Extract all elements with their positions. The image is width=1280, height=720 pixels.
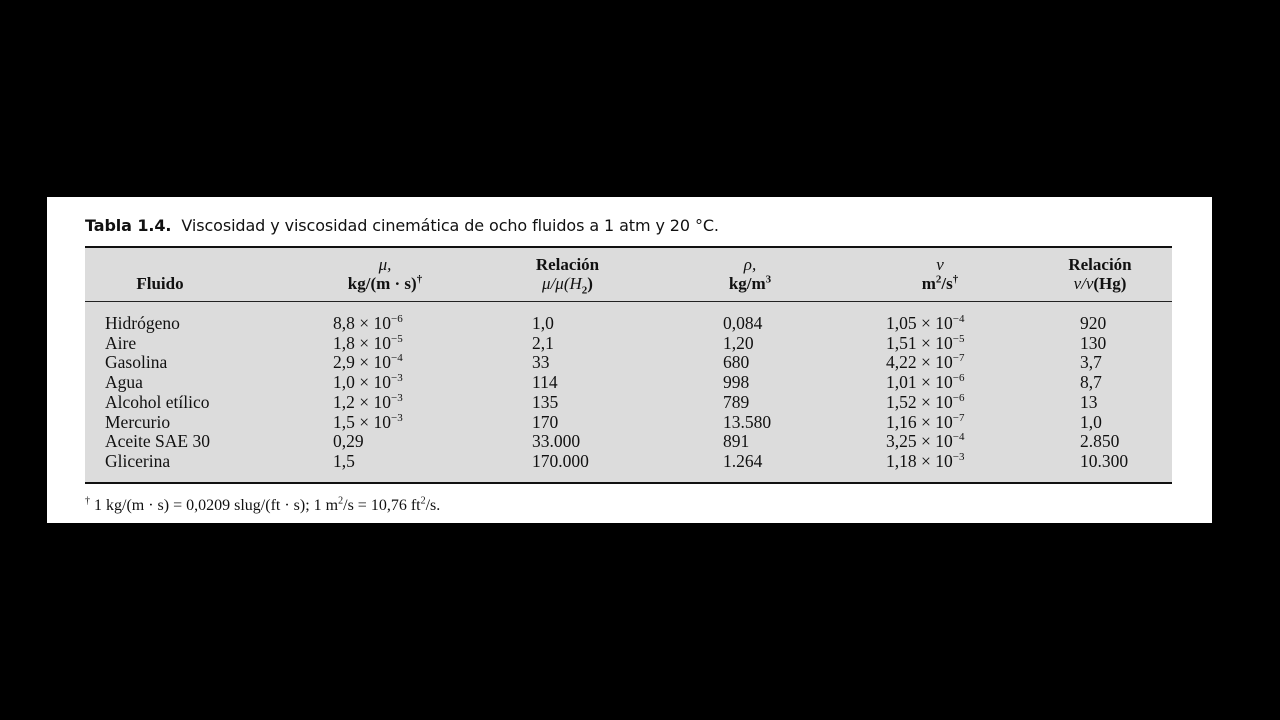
cell-nu: $1,51 \times 10^{-5}$	[886, 332, 965, 353]
cell-ratio2: 130	[1080, 332, 1107, 353]
cell-mu: $1,8 \times 10^{-5}$	[333, 332, 403, 353]
table-footnote: † 1 kg/(m · s) = 0,0209 slug/(ft · s); 1 $m^2/s = 10,76$ $ft^2/s$.	[85, 495, 441, 514]
header-ratio-nu: Relación ν/ν(Hg)	[1068, 255, 1132, 293]
cell-rho: 1.264	[723, 450, 763, 471]
cell-rho: 789	[723, 391, 750, 412]
header-ratio-mu: Relación $\mu/\mu(H_2)$	[535, 255, 600, 297]
cell-rho: 998	[723, 372, 750, 393]
cell-fluid: Aire	[105, 332, 137, 353]
cell-ratio1: 2,1	[532, 332, 554, 353]
cell-mu: $1,5 \times 10^{-3}$	[333, 411, 403, 432]
cell-rho: 891	[723, 431, 750, 452]
viscosity-table	[85, 246, 1172, 484]
cell-fluid: Agua	[105, 372, 143, 393]
header-rho: ρ, $kg/m^3$	[728, 255, 772, 293]
cell-mu: $1,0 \times 10^{-3}$	[333, 372, 403, 393]
cell-ratio1: 135	[532, 391, 559, 412]
cell-ratio2: 1,0	[1080, 411, 1102, 432]
cell-fluid: Mercurio	[105, 411, 171, 432]
cell-nu: $1,05 \times 10^{-4}$	[886, 313, 965, 333]
header-nu: ν $m^2/s^\dagger$	[921, 255, 959, 293]
header-mu: μ, kg/(m · s)†	[347, 255, 423, 293]
table-label: Tabla 1.4.	[85, 216, 172, 235]
cell-rho: 13.580	[723, 411, 772, 432]
cell-nu: $3,25 \times 10^{-4}$	[886, 431, 965, 452]
cell-nu: $1,52 \times 10^{-6}$	[886, 391, 965, 412]
cell-ratio1: 1,0	[532, 313, 554, 333]
cell-rho: 0,084	[723, 313, 763, 333]
cell-ratio2: 2.850	[1080, 431, 1120, 452]
header-rule	[85, 301, 1172, 302]
cell-ratio1: 170.000	[532, 450, 589, 471]
cell-fluid: Alcohol etílico	[105, 391, 210, 412]
cell-fluid: Gasolina	[105, 352, 168, 373]
table-title: Viscosidad y viscosidad cinemática de ocho fluidos a 1 atm y 20 °C.	[181, 216, 719, 235]
cell-ratio2: 13	[1080, 391, 1098, 412]
cell-mu: 1,5	[333, 450, 355, 471]
document-page	[47, 197, 1212, 523]
cell-ratio2: 3,7	[1080, 352, 1102, 373]
cell-ratio1: 33	[532, 352, 550, 373]
table-caption	[85, 216, 719, 235]
cell-mu: 0,29	[333, 431, 364, 452]
cell-rho: 1,20	[723, 332, 754, 353]
cell-mu: $8,8 \times 10^{-6}$	[333, 313, 403, 333]
cell-mu: $1,2 \times 10^{-3}$	[333, 391, 403, 412]
cell-ratio2: 10.300	[1080, 450, 1129, 471]
cell-nu: $1,16 \times 10^{-7}$	[886, 411, 965, 432]
cell-mu: $2,9 \times 10^{-4}$	[333, 352, 403, 373]
cell-ratio1: 33.000	[532, 431, 581, 452]
cell-nu: $1,18 \times 10^{-3}$	[886, 450, 965, 471]
cell-ratio1: 170	[532, 411, 559, 432]
cell-rho: 680	[723, 352, 750, 373]
cell-fluid: Aceite SAE 30	[105, 431, 210, 452]
cell-fluid: Hidrógeno	[105, 313, 180, 333]
cell-nu: $4,22 \times 10^{-7}$	[886, 352, 965, 373]
cell-ratio2: 8,7	[1080, 372, 1102, 393]
cell-fluid: Glicerina	[105, 450, 171, 471]
cell-ratio2: 920	[1080, 313, 1107, 333]
header-fluid: Fluido	[136, 274, 184, 293]
cell-ratio1: 114	[532, 372, 558, 393]
cell-nu: $1,01 \times 10^{-6}$	[886, 372, 965, 393]
